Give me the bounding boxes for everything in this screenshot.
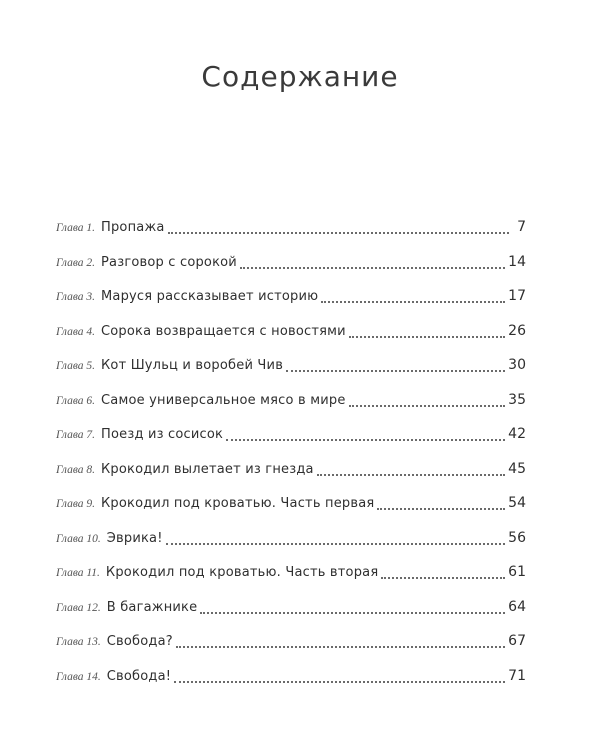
page-number: 14 — [508, 253, 526, 270]
chapter-number: Глава 7. — [56, 429, 95, 441]
dot-leader — [174, 681, 505, 683]
chapter-title: Свобода! — [106, 668, 172, 684]
dot-leader — [240, 267, 505, 269]
dot-leader — [349, 405, 506, 407]
page-number: 61 — [508, 564, 526, 580]
dot-leader — [286, 370, 505, 372]
chapter-number: Глава 2. — [56, 256, 95, 269]
page-number: 35 — [508, 391, 526, 408]
dot-leader — [349, 336, 505, 338]
page-number: 26 — [508, 322, 526, 339]
table-of-contents — [56, 210, 526, 693]
dot-leader — [200, 612, 505, 614]
chapter-title: Крокодил под кроватью. Часть первая — [101, 496, 375, 511]
dot-leader — [381, 577, 505, 579]
dot-leader — [321, 301, 505, 303]
page-number: 56 — [508, 529, 526, 546]
page-number: 67 — [508, 633, 526, 649]
page-number: 71 — [508, 667, 526, 684]
chapter-number: Глава 8. — [56, 463, 95, 476]
chapter-number: Глава 14. — [56, 670, 101, 683]
chapter-title: Эврика! — [106, 530, 163, 546]
dot-leader — [226, 439, 505, 441]
chapter-number: Глава 6. — [56, 394, 95, 407]
chapter-number: Глава 13. — [56, 636, 101, 648]
page-number: 64 — [508, 598, 526, 615]
dot-leader — [168, 232, 509, 234]
page-number: 17 — [508, 288, 526, 304]
dot-leader — [317, 474, 505, 476]
chapter-title: Разговор с сорокой — [101, 254, 237, 270]
page-title: Содержание — [201, 60, 399, 93]
chapter-title: Поезд из сосисок — [101, 427, 224, 442]
chapter-number: Глава 5. — [56, 360, 95, 372]
toc-entry — [56, 590, 526, 625]
toc-entry — [56, 417, 526, 452]
chapter-title: В багажнике — [106, 599, 198, 615]
chapter-number: Глава 9. — [56, 498, 95, 510]
toc-entry — [56, 279, 526, 314]
toc-entry — [56, 210, 526, 245]
chapter-title: Свобода? — [106, 634, 173, 649]
chapter-title: Крокодил вылетает из гнезда — [101, 461, 314, 477]
chapter-title: Самое универсальное мясо в мире — [101, 392, 346, 408]
chapter-number: Глава 12. — [56, 601, 101, 614]
toc-entry — [56, 245, 526, 280]
toc-entry — [56, 383, 526, 418]
page-number: 54 — [508, 495, 526, 511]
chapter-title: Крокодил под кроватью. Часть вторая — [105, 565, 379, 580]
page-number: 45 — [508, 460, 526, 477]
chapter-title: Кот Шульц и воробей Чив — [101, 358, 284, 373]
page-number: 42 — [508, 426, 526, 442]
toc-entry — [56, 486, 526, 521]
dot-leader — [377, 508, 505, 510]
dot-leader — [176, 646, 505, 648]
toc-entry — [56, 452, 526, 487]
chapter-title: Маруся рассказывает историю — [101, 289, 319, 304]
chapter-number: Глава 3. — [56, 291, 95, 303]
page-number: 7 — [517, 219, 526, 235]
chapter-title: Пропажа — [101, 220, 165, 235]
toc-entry — [56, 659, 526, 694]
chapter-number: Глава 11. — [56, 567, 100, 579]
toc-entry — [56, 314, 526, 349]
dot-leader — [166, 543, 506, 545]
toc-entry — [56, 348, 526, 383]
toc-entry — [56, 624, 526, 659]
toc-entry — [56, 521, 526, 556]
chapter-number: Глава 1. — [56, 222, 95, 234]
chapter-number: Глава 4. — [56, 325, 95, 338]
chapter-title: Сорока возвращается с новостями — [101, 323, 346, 339]
page-number: 30 — [508, 357, 526, 373]
toc-entry — [56, 555, 526, 590]
chapter-number: Глава 10. — [56, 532, 101, 545]
